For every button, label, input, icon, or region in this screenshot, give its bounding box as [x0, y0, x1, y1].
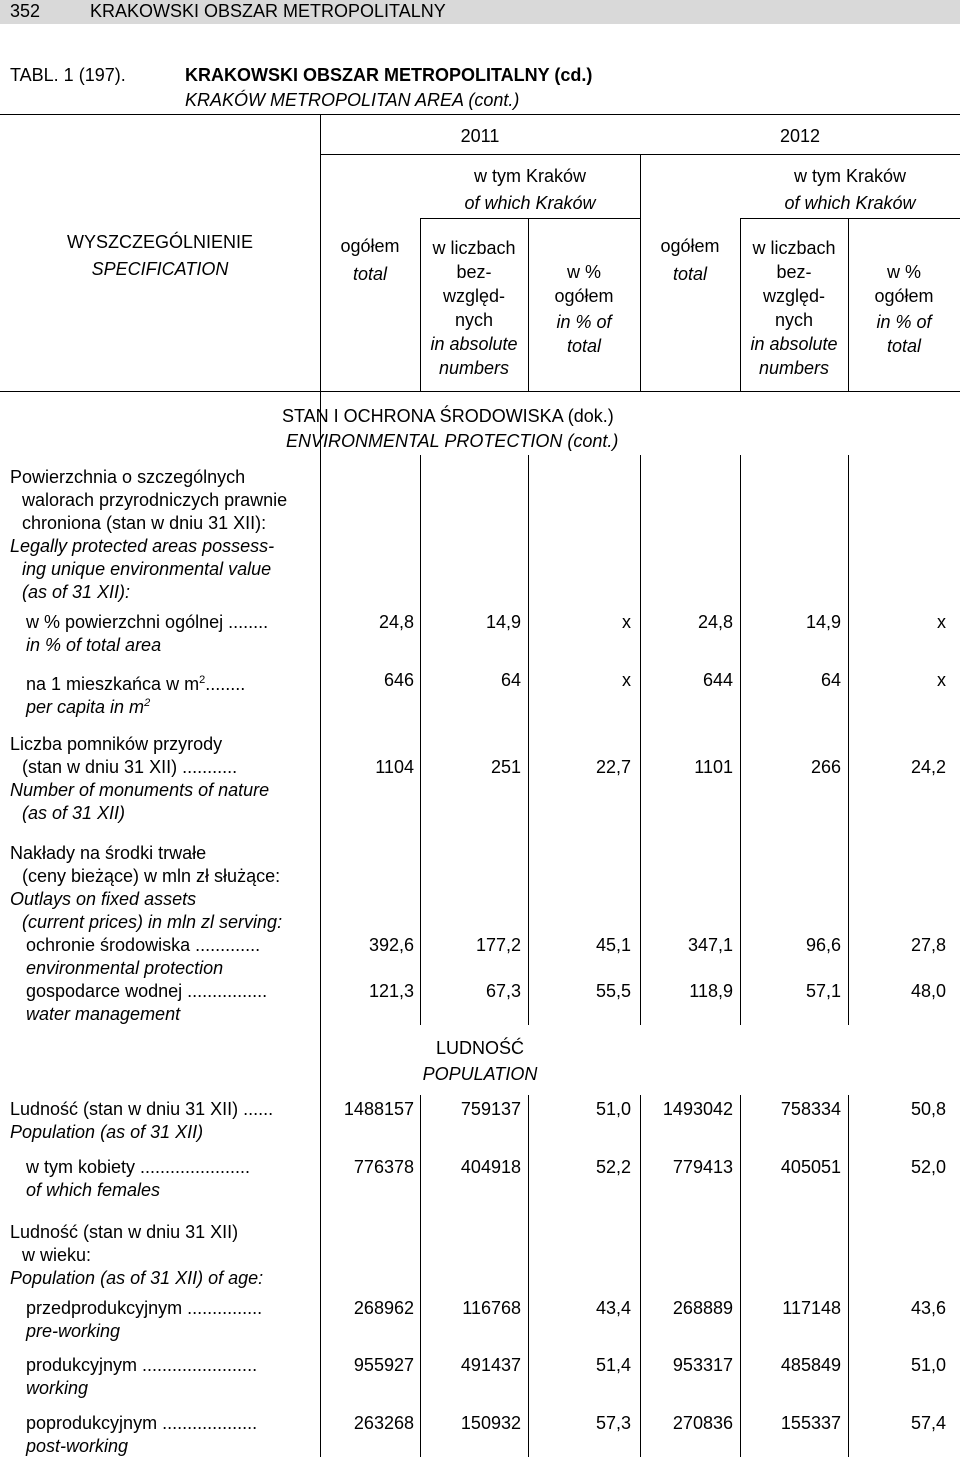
table-cell: 404918 — [460, 1157, 521, 1177]
stub-label: Outlays on fixed assets — [10, 889, 197, 909]
per-capita-text-en: per capita in m — [26, 697, 145, 717]
table-cell: 150932 — [460, 1413, 521, 1433]
stub-label: Nakłady na środki trwałe — [10, 843, 207, 863]
col-total-pl-2012: ogółem — [660, 236, 720, 256]
stub-label: poprodukcyjnym ................... — [26, 1413, 258, 1433]
col-abs-pl-2011: nych — [454, 310, 494, 330]
table-title-en: KRAKÓW METROPOLITAN AREA (cont.) — [185, 90, 520, 110]
table-cell: 57,3 — [595, 1413, 631, 1433]
col-abs-pl-2011: względ- — [442, 286, 506, 306]
section-env-en: ENVIRONMENTAL PROTECTION (cont.) — [286, 431, 619, 451]
col-abs-pl-2011: bez- — [456, 262, 492, 282]
table-cell: 55,5 — [595, 981, 631, 1001]
col-pct-en-2012: in % of — [876, 312, 932, 332]
table-cell: 485849 — [780, 1355, 841, 1375]
of-which-rule-2011 — [420, 218, 640, 219]
stub-label: Number of monuments of nature — [10, 780, 270, 800]
stub-label: Ludność (stan w dniu 31 XII) — [10, 1222, 239, 1242]
section-env-pl: STAN I OCHRONA ŚRODOWISKA (dok.) — [282, 406, 614, 426]
table-cell: 779413 — [672, 1157, 733, 1177]
table-cell: 50,8 — [910, 1099, 946, 1119]
stub-label: in % of total area — [26, 635, 162, 655]
spec-header-pl: WYSZCZEGÓLNIENIE — [66, 232, 254, 252]
col-pct-pl-2012: ogółem — [874, 286, 934, 306]
table-cell: 263268 — [353, 1413, 414, 1433]
col-abs-pl-2012: bez- — [776, 262, 812, 282]
col-abs-pl-2012: względ- — [762, 286, 826, 306]
stub-label: (as of 31 XII) — [22, 803, 126, 823]
stub-label: w tym kobiety ...................... — [26, 1157, 251, 1177]
col-abs-en-2011: numbers — [438, 358, 510, 378]
table-cell: 392,6 — [368, 935, 414, 955]
body-divider — [640, 455, 641, 1025]
spec-header-en: SPECIFICATION — [91, 259, 229, 279]
stub-label: working — [26, 1378, 89, 1398]
table-cell: 24,8 — [697, 612, 733, 632]
table-cell: 955927 — [353, 1355, 414, 1375]
col-pct-en-2011: in % of — [556, 312, 612, 332]
leader-dots: ........ — [205, 674, 246, 694]
table-cell: 1493042 — [662, 1099, 733, 1119]
table-cell: 118,9 — [689, 981, 733, 1001]
col-abs-en-2011: in absolute — [430, 334, 518, 354]
table-label: TABL. 1 (197). — [10, 65, 126, 85]
body-divider — [528, 1095, 529, 1457]
table-cell: 644 — [702, 670, 733, 690]
table-cell: 14,9 — [485, 612, 521, 632]
col-pct-pl-2011: w % — [566, 262, 601, 282]
table-cell: 268962 — [353, 1298, 414, 1318]
col-total-en-2012: total — [672, 264, 708, 284]
table-cell: 758334 — [780, 1099, 841, 1119]
body-divider — [740, 1095, 741, 1457]
stub-label: Liczba pomników przyrody — [10, 734, 223, 754]
body-divider — [740, 455, 741, 1025]
table-cell: 51,0 — [910, 1355, 946, 1375]
table-cell: 347,1 — [687, 935, 733, 955]
table-cell: 43,6 — [910, 1298, 946, 1318]
body-divider — [640, 1095, 641, 1457]
table-cell: 776378 — [353, 1157, 414, 1177]
col-pct-pl-2011: ogółem — [554, 286, 614, 306]
page-number: 352 — [10, 1, 41, 21]
table-cell: 51,4 — [595, 1355, 631, 1375]
col-abs-pl-2012: w liczbach — [752, 238, 836, 258]
table-cell: 27,8 — [910, 935, 946, 955]
table-cell: 57,4 — [910, 1413, 946, 1433]
stub-label: (current prices) in mln zl serving: — [22, 912, 283, 932]
section-pop-en: POPULATION — [422, 1064, 538, 1084]
stub-label: ing unique environmental value — [22, 559, 272, 579]
table-cell: 405051 — [780, 1157, 841, 1177]
stub-label: Legally protected areas possess- — [10, 536, 275, 556]
stub-label: Population (as of 31 XII) of age: — [10, 1268, 264, 1288]
body-divider — [848, 455, 849, 1025]
stub-label: water management — [26, 1004, 181, 1024]
stub-label: (as of 31 XII): — [22, 582, 131, 602]
table-cell: 57,1 — [805, 981, 841, 1001]
stub-label: produkcyjnym ....................... — [26, 1355, 258, 1375]
table-cell: 177,2 — [475, 935, 521, 955]
table-cell: x — [937, 612, 946, 632]
col-pct-en-2011: total — [566, 336, 602, 356]
table-cell: 759137 — [460, 1099, 521, 1119]
col-abs-pl-2012: nych — [774, 310, 814, 330]
of-which-en-2012: of which Kraków — [784, 193, 916, 213]
stub-label: environmental protection — [26, 958, 224, 978]
table-cell: 953317 — [672, 1355, 733, 1375]
year-2012: 2012 — [779, 126, 821, 146]
header-bottom-rule — [0, 391, 960, 392]
body-divider — [528, 455, 529, 1025]
table-cell: 96,6 — [805, 935, 841, 955]
table-cell: 268889 — [672, 1298, 733, 1318]
table-cell: 270836 — [672, 1413, 733, 1433]
stub-label — [26, 692, 150, 719]
of-which-pl-2011: w tym Kraków — [473, 166, 587, 186]
body-divider — [420, 1095, 421, 1457]
table-cell: 22,7 — [595, 757, 631, 777]
stub-label: post-working — [26, 1436, 129, 1456]
year-2011: 2011 — [460, 126, 500, 146]
table-cell: x — [622, 612, 631, 632]
table-cell: x — [937, 670, 946, 690]
table-cell: 266 — [810, 757, 841, 777]
table-cell: 116768 — [462, 1298, 521, 1318]
stub-label: chroniona (stan w dniu 31 XII): — [22, 513, 267, 533]
table-cell: 64 — [820, 670, 841, 690]
table-cell: 251 — [490, 757, 521, 777]
table-cell: 64 — [500, 670, 521, 690]
of-which-en-2011: of which Kraków — [464, 193, 596, 213]
col-total-en-2011: total — [352, 264, 388, 284]
body-divider — [320, 455, 321, 1025]
table-cell: 1104 — [375, 757, 414, 777]
stub-label: Ludność (stan w dniu 31 XII) ...... — [10, 1099, 274, 1119]
of-which-pl-2012: w tym Kraków — [793, 166, 907, 186]
body-divider — [420, 455, 421, 1025]
table-cell: 14,9 — [805, 612, 841, 632]
table-cell: 24,2 — [910, 757, 946, 777]
table-cell: 48,0 — [910, 981, 946, 1001]
table-cell: 117148 — [782, 1298, 841, 1318]
body-divider — [848, 1095, 849, 1457]
table-cell: 1488157 — [343, 1099, 414, 1119]
table-cell: 121,3 — [368, 981, 414, 1001]
stub-label: w wieku: — [22, 1245, 92, 1265]
table-cell: 45,1 — [595, 935, 631, 955]
col-abs-en-2012: in absolute — [750, 334, 838, 354]
of-which-rule-2012 — [740, 218, 960, 219]
stub-label: w % powierzchni ogólnej ........ — [26, 612, 269, 632]
table-cell: 24,8 — [378, 612, 414, 632]
table-cell: 491437 — [460, 1355, 521, 1375]
body-divider — [320, 1095, 321, 1457]
table-cell: 67,3 — [485, 981, 521, 1001]
table-cell: 155337 — [780, 1413, 841, 1433]
superscript: 2 — [144, 697, 151, 709]
stub-label: (ceny bieżące) w mln zł służące: — [22, 866, 281, 886]
stub-label: przedprodukcyjnym ............... — [26, 1298, 263, 1318]
table-cell: 52,0 — [910, 1157, 946, 1177]
table-cell: 646 — [383, 670, 414, 690]
stub-label: Powierzchnia o szczególnych — [10, 467, 246, 487]
table-title-pl: KRAKOWSKI OBSZAR METROPOLITALNY (cd.) — [185, 65, 593, 85]
stub-label: of which females — [26, 1180, 161, 1200]
col-pct-en-2012: total — [886, 336, 922, 356]
table-cell: 51,0 — [595, 1099, 631, 1119]
stub-label: walorach przyrodniczych prawnie — [22, 490, 288, 510]
col-abs-en-2012: numbers — [758, 358, 830, 378]
col-abs-pl-2011: w liczbach — [432, 238, 516, 258]
stub-label: (stan w dniu 31 XII) ........... — [22, 757, 238, 777]
table-cell: 1101 — [694, 757, 733, 777]
header-top-rule — [0, 114, 960, 115]
stub-label: gospodarce wodnej ................ — [26, 981, 268, 1001]
stub-label: Population (as of 31 XII) — [10, 1122, 204, 1142]
table-cell: x — [622, 670, 631, 690]
per-capita-text: na 1 mieszkańca w m — [26, 674, 200, 694]
running-header-title: KRAKOWSKI OBSZAR METROPOLITALNY — [90, 1, 446, 21]
col-total-pl-2011: ogółem — [340, 236, 400, 256]
table-cell: 43,4 — [595, 1298, 631, 1318]
superscript: 2 — [199, 674, 206, 686]
section-pop-pl: LUDNOŚĆ — [435, 1038, 524, 1058]
col-pct-pl-2012: w % — [886, 262, 921, 282]
table-cell: 52,2 — [595, 1157, 631, 1177]
stub-label: ochronie środowiska ............. — [26, 935, 261, 955]
stub-label: pre-working — [26, 1321, 121, 1341]
